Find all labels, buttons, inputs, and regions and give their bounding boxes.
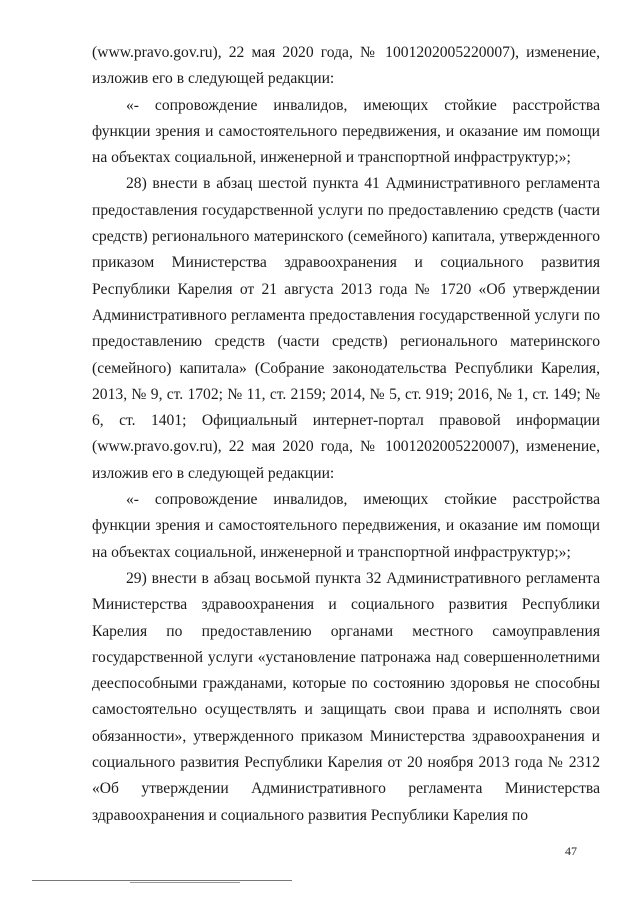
page-number: 47 [565, 844, 577, 858]
paragraph-item-28: 28) внести в абзац шестой пункта 41 Административного регламента предоставления государственной услуги по предоставлению средств (части средств) регионального материнского (семейного) капитала, утвержденного приказом Министерства здравоохранения и социального развития Республики Карелия от 21 августа 2013 года № 1720 «Об утверждении Административного регламента предоставления государственной услуги по предоставлению средств (части средств) регионального материнского (семейного) капитала» (Собрание законодательства Республики Карелия, 2013, № 9, ст. 1702; № 11, ст. 2159; 2014, № 5, ст. 919; 2016, № 1, ст. 149; № 6, ст. 1401; Официальный интернет-портал правовой информации (www.pravo.gov.ru), 22 мая 2020 года, № 1001202005220007), изменение, изложив его в следующей редакции: [92, 175, 600, 482]
paragraph-continuation: (www.pravo.gov.ru), 22 мая 2020 года, № 1001202005220007), изменение, изложив его в следующей редакции: [92, 44, 600, 88]
document-body [92, 40, 600, 829]
paragraph-quote-1: «- сопровождение инвалидов, имеющих стойкие расстройства функции зрения и самостоятельного передвижения, и оказание им помощи на объектах социальной, инженерной и транспортной инфраструктур;»; [92, 96, 600, 167]
bottom-scan-line [32, 880, 292, 881]
bottom-scan-line-secondary [130, 882, 240, 883]
paragraph-quote-2: «- сопровождение инвалидов, имеющих стойкие расстройства функции зрения и самостоятельного передвижения, и оказание им помощи на объектах социальной, инженерной и транспортной инфраструктур;»; [92, 491, 600, 561]
paragraph-item-29: 29) внести в абзац восьмой пункта 32 Административного регламента Министерства здравоохранения и социального развития Республики Карелия по предоставлению органами местного самоуправления государственной услуги «установление патронажа над совершеннолетними дееспособными гражданами, которые по состоянию здоровья не способны самостоятельно осуществлять и защищать свои права и исполнять свои обязанности», утвержденного приказом Министерства здравоохранения и социального развития Республики Карелия от 20 ноября 2013 года № 2312 «Об утверждении Административного регламента Министерства здравоохранения и социального развития Республики Карелия по [92, 569, 600, 824]
